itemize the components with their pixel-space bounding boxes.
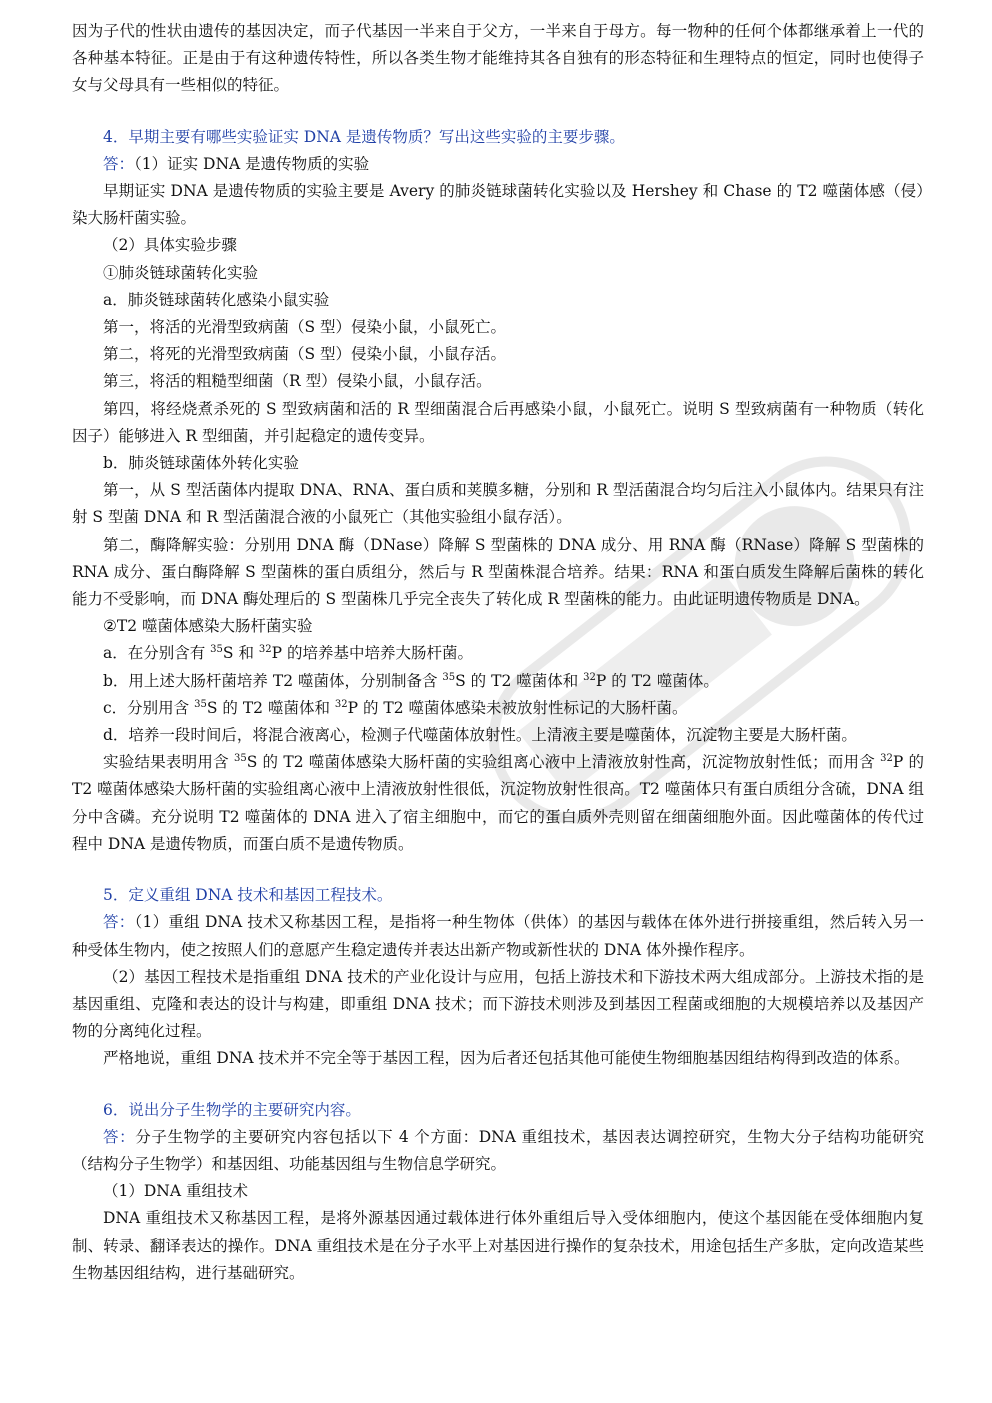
answer-4-first [72,151,924,178]
paragraph [72,668,924,695]
paragraph [72,640,924,667]
superscript: 32 [334,698,348,710]
question-5: 5．定义重组 DNA 技术和基因工程技术。 [103,886,393,905]
text-span: S 的 T2 噬菌体和 [455,671,584,690]
text-span: 实验结果表明用含 [103,753,234,772]
question-6: 6．说出分子生物学的主要研究内容。 [103,1100,361,1119]
superscript: 32 [258,644,272,656]
paragraph: 第二，酶降解实验：分别用 DNA 酶（DNase）降解 S 型菌株的 DNA 成分、用 RNA 酶（RNase）降解 S 型菌株的 RNA 成分、蛋白酶降解 S 型菌株的蛋白质组分，然后与 R 型菌株混合培养。结果：RNA 和蛋白质发生降解后菌株的转化能力不受影响，而 DNA 酶处理后的 S 型菌株几乎完全丧失了转化成 R 型菌株的能力。由此证明遗传物质是 DNA。 [72,535,924,609]
superscript: 35 [442,671,456,683]
paragraph: （2）基因工程技术是指重组 DNA 技术的产业化设计与应用，包括上游技术和下游技术两大组成部分。上游技术指的是基因重组、克隆和表达的设计与构建，即重组 DNA 技术；而下游技术则涉及到基因工程菌或细胞的大规模培养以及基因产物的分离纯化过程。 [72,967,924,1041]
superscript: 32 [880,753,893,765]
text-span: P 的 T2 噬菌体感染大肠杆菌的实验组离心液中上清液放射性很低，沉淀物放射性很高。T2 噬菌体只有蛋白质组分含硫，DNA 组分中含磷。充分说明 T2 噬菌体的 DNA 进入了宿主细胞中，而它的蛋白质外壳则留在细菌细胞外面。因此噬菌体的传代过程中 DNA 是遗传物质，而蛋白质不是遗传物质。 [72,753,924,853]
answer-label: 答： [103,154,135,173]
text-span: 分子生物学的主要研究内容包括以下 4 个方面：DNA 重组技术，基因表达调控研究，生物大分子结构功能研究（结构分子生物学）和基因组、功能基因组与生物信息学研究。 [72,1127,924,1173]
paragraph: 第三，将活的粗糙型细菌（R 型）侵染小鼠，小鼠存活。 [103,372,492,391]
intro-paragraph: 因为子代的性状由遗传的基因决定，而子代基因一半来自于父方，一半来自于母方。每一物种的任何个体都继承着上一代的各种基本特征。正是由于有这种遗传特性，所以各类生物才能维持其各自独有的形态特征和生理特点的恒定，同时也使得子女与父母具有一些相似的特征。 [72,22,924,95]
paragraph [72,749,924,858]
answer-label: 答： [103,913,135,932]
paragraph: 第四，将经烧煮杀死的 S 型致病菌和活的 R 型细菌混合后再感染小鼠，小鼠死亡。说明 S 型致病菌有一种物质（转化因子）能够进入 R 型细菌，并引起稳定的遗传变异。 [72,399,924,445]
text-span: P 的培养基中培养大肠杆菌。 [271,644,473,663]
superscript: 35 [194,698,207,710]
text-span: P 的 T2 噬菌体感染未被放射性标记的大肠杆菌。 [347,698,688,717]
paragraph: ①肺炎链球菌转化实验 [103,263,259,282]
paragraph: 第二，将死的光滑型致病菌（S 型）侵染小鼠，小鼠存活。 [103,345,507,364]
paragraph: 严格地说，重组 DNA 技术并不完全等于基因工程，因为后者还包括其他可能使生物细胞基因组结构得到改造的体系。 [103,1049,910,1068]
superscript: 35 [210,644,223,656]
superscript: 35 [234,753,247,765]
answer-5-first [72,909,924,963]
paragraph: 第一，将活的光滑型致病菌（S 型）侵染小鼠，小鼠死亡。 [103,318,507,337]
paragraph: 早期证实 DNA 是遗传物质的实验主要是 Avery 的肺炎链球菌转化实验以及 Hershey 和 Chase 的 T2 噬菌体感（侵）染大肠杆菌实验。 [72,182,924,228]
text-span: S 和 [222,644,259,663]
paragraph: d．培养一段时间后，将混合液离心，检测子代噬菌体放射性。上清液主要是噬菌体，沉淀物主要是大肠杆菌。 [103,726,857,745]
paragraph [72,695,924,722]
paragraph: ②T2 噬菌体感染大肠杆菌实验 [103,617,313,636]
answer-4-heading: （1）证实 DNA 是遗传物质的实验 [134,154,370,173]
superscript: 32 [583,671,596,683]
text-span: （1）重组 DNA 技术又称基因工程，是指将一种生物体（供体）的基因与载体在体外进行拼接重组，然后转入另一种受体生物内，使之按照人们的意愿产生稳定遗传并表达出新产物或新性状的 DNA 体外操作程序。 [72,913,924,959]
text-span: S 的 T2 噬菌体感染大肠杆菌的实验组离心液中上清液放射性高，沉淀物放射性低；而用含 [246,753,881,772]
text-span: S 的 T2 噬菌体和 [206,698,335,717]
document-page [72,18,924,1287]
answer-6-first [72,1124,924,1178]
text-span: a．在分别含有 [103,644,211,663]
paragraph: a．肺炎链球菌转化感染小鼠实验 [103,290,330,309]
text-span: P 的 T2 噬菌体。 [595,671,719,690]
paragraph: DNA 重组技术又称基因工程，是将外源基因通过载体进行体外重组后导入受体细胞内，使这个基因能在受体细胞内复制、转录、翻译表达的操作。DNA 重组技术是在分子水平上对基因进行操作的复杂技术，用途包括生产多肽，定向改造某些生物基因组结构，进行基础研究。 [72,1209,924,1282]
question-4: 4．早期主要有哪些实验证实 DNA 是遗传物质？写出这些实验的主要步骤。 [103,127,625,146]
paragraph: （1）DNA 重组技术 [103,1182,248,1201]
paragraph: b．肺炎链球菌体外转化实验 [103,454,299,473]
text-span: c．分别用含 [103,698,195,717]
paragraph: （2）具体实验步骤 [103,236,237,255]
text-span: b．用上述大肠杆菌培养 T2 噬菌体，分别制备含 [103,671,443,690]
paragraph: 第一，从 S 型活菌体内提取 DNA、RNA、蛋白质和荚膜多糖，分别和 R 型活菌混合均匀后注入小鼠体内。结果只有注射 S 型菌 DNA 和 R 型活菌混合液的小鼠死亡（其他实验组小鼠存活）。 [72,481,924,527]
answer-label: 答： [103,1127,136,1146]
